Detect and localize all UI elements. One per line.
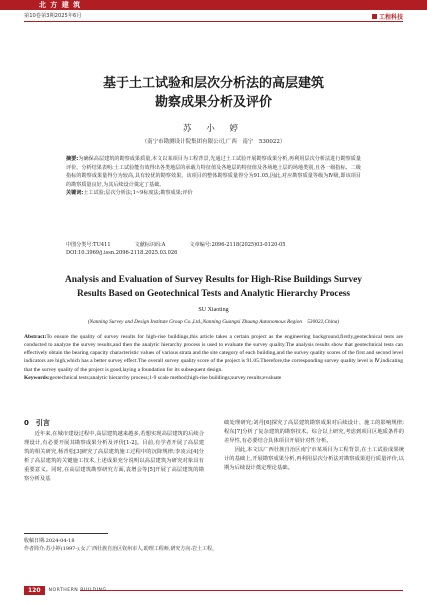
page-number: 120 xyxy=(24,586,45,595)
square-bullet-icon xyxy=(372,14,377,19)
keywords-en: geotechnical tests;analytic hierarchy process;1-9 scale method;high-rise buildings;survey results;evaluate xyxy=(49,374,282,381)
affiliation-en: (Nanning Survey and Design Institute Group Co.,Ltd.,Nanning Guangxi Zhuang Autonomous Region 530022,China) xyxy=(87,319,340,325)
abstract-en xyxy=(24,333,403,382)
doi: DOI:10.3969/j.issn.2096-2118.2025.03.026 xyxy=(66,250,178,256)
body-column-right xyxy=(224,419,404,473)
body-paragraph: 近年来,在城市建设过程中,高层建筑越来越多,若想实现高层建筑的后续合理设计,有必要开展其勘察成果分析及评价[1-2]。目前,有学者开展了高层建筑的相关研究,杨青松[3]研究了高层建筑施工过程中的沉降规律;李凌云[4]分析了高层建筑的关键施工技术,上述成果充分说明以高层建筑为研究对象具有重要意义。同时,在高层建筑勘察研究方面,袁增会等[5]开展了高层建筑的勘察分析及基 xyxy=(24,431,204,483)
clc-number: 中图分类号:TU411 xyxy=(66,242,111,248)
footnote-author-bio: 作者简介:苏小婷(1997-),女,广西壮族自治区钦州市人,助理工程师,研究方向:岩土工程。 xyxy=(24,546,218,552)
affiliation-cn: （南宁市勘测设计院集团有限公司,广西 南宁 530022） xyxy=(141,139,286,145)
body-paragraph: 因此,本文以广西壮族自治区南宁市某项目为工程背景,在土工试验成果统计的基础上,开展勘察成果分析,再利用层次分析法对勘察成果进行质量评价,以期为后续设计奠定理论基础。 xyxy=(224,447,404,472)
journal-name: 北 方 建 筑 xyxy=(24,0,96,10)
body-column-left xyxy=(24,419,204,484)
document-code: 文献标识码:A xyxy=(134,242,166,248)
title-en-line2: Results Based on Geotechnical Tests and Analytic Hierarchy Process xyxy=(76,288,351,299)
author-en: SU Xiaoting xyxy=(198,307,229,313)
abstract-en-text: To ensure the quality of survey results for high-rise buildings,this article takes a certain project as the engineering background,firstly,geotechnical tests are conducted to analyze the survey results,and then the analytic hierarchy process is used to evaluate the survey quality.The analysis results show that geotechnical tests can effectively obtain the bearing capacity characteristic values of various strata and the site category of each building,and the survey quality scores of the first and second level indicators are high,which has a better survey effect.The overall survey quality score of the project is 91.05.Therefore,the corresponding survey quality level is Ⅳ,indicating that the survey quality of the project is good,laying a foundation for its subsequent design. xyxy=(24,334,403,373)
abstract-cn-label: 摘要: xyxy=(66,156,79,162)
title-cn-line1: 基于土工试验和层次分析法的高层建筑 xyxy=(102,76,324,91)
keywords-cn: 土工试验;层次分析法;1~9标度法;勘察成果;评价 xyxy=(83,190,193,197)
article-title-en xyxy=(24,274,403,301)
keywords-en-label: Keywords: xyxy=(24,374,50,381)
keywords-cn-label: 关键词: xyxy=(66,190,84,197)
abstract-cn-text: 为确保高层建筑的勘察成果质量,本文以某项目为工程背景,先通过土工试验开展勘察成果分析,再利用层次分析法进行勘察质量评价。分析结果表明:土工试验能有效得出各类地层的承载力特征值及各地层的特征值及各场地土层的场地类别,且各一级指标、二级指标的勘察成果量得分为较高,具有较优的勘察效果。该项目的整体勘察质量得分为91.05,因此,对应勘察质量等级为Ⅳ级,即该项目的勘察质量良好,为其后续设计奠定了基础。 xyxy=(66,156,361,188)
section-label xyxy=(372,12,403,21)
title-cn-line2: 勘察成果分析及评价 xyxy=(154,95,272,110)
article-meta xyxy=(66,241,286,248)
issue-info: 第10卷第3期2025年6月 xyxy=(24,13,82,19)
article-title-cn xyxy=(24,74,403,112)
abstract-en-label: Abstract: xyxy=(24,334,47,340)
header-rule xyxy=(24,21,403,22)
section-label-text: 工程科技 xyxy=(378,14,403,21)
journal-name-en: NORTHERN BUILDING xyxy=(48,588,107,593)
article-number: 文章编号:2096-2118(2025)03-0120-05 xyxy=(189,242,286,248)
section-heading-intro: 0 引言 xyxy=(24,419,50,427)
footer-rule xyxy=(80,590,403,591)
body-paragraph: 础处理研究;刘丹[6]探究了高层建筑勘察成果对后续设计、施工的影响规律;程东[7]分析了复杂建筑的勘察技术。综合以上研究,考虑到项目区地质条件的差异性,有必要结合具体项目开展针对性分析。 xyxy=(224,420,404,445)
abstract-cn xyxy=(66,155,361,198)
footnote-rule xyxy=(24,533,108,534)
footnote-received: 收稿日期:2024-04-18 xyxy=(24,538,75,544)
title-en-line1: Analysis and Evaluation of Survey Results for High-Rise Buildings Survey xyxy=(64,275,362,285)
author-cn: 苏 小 婷 xyxy=(183,124,244,134)
